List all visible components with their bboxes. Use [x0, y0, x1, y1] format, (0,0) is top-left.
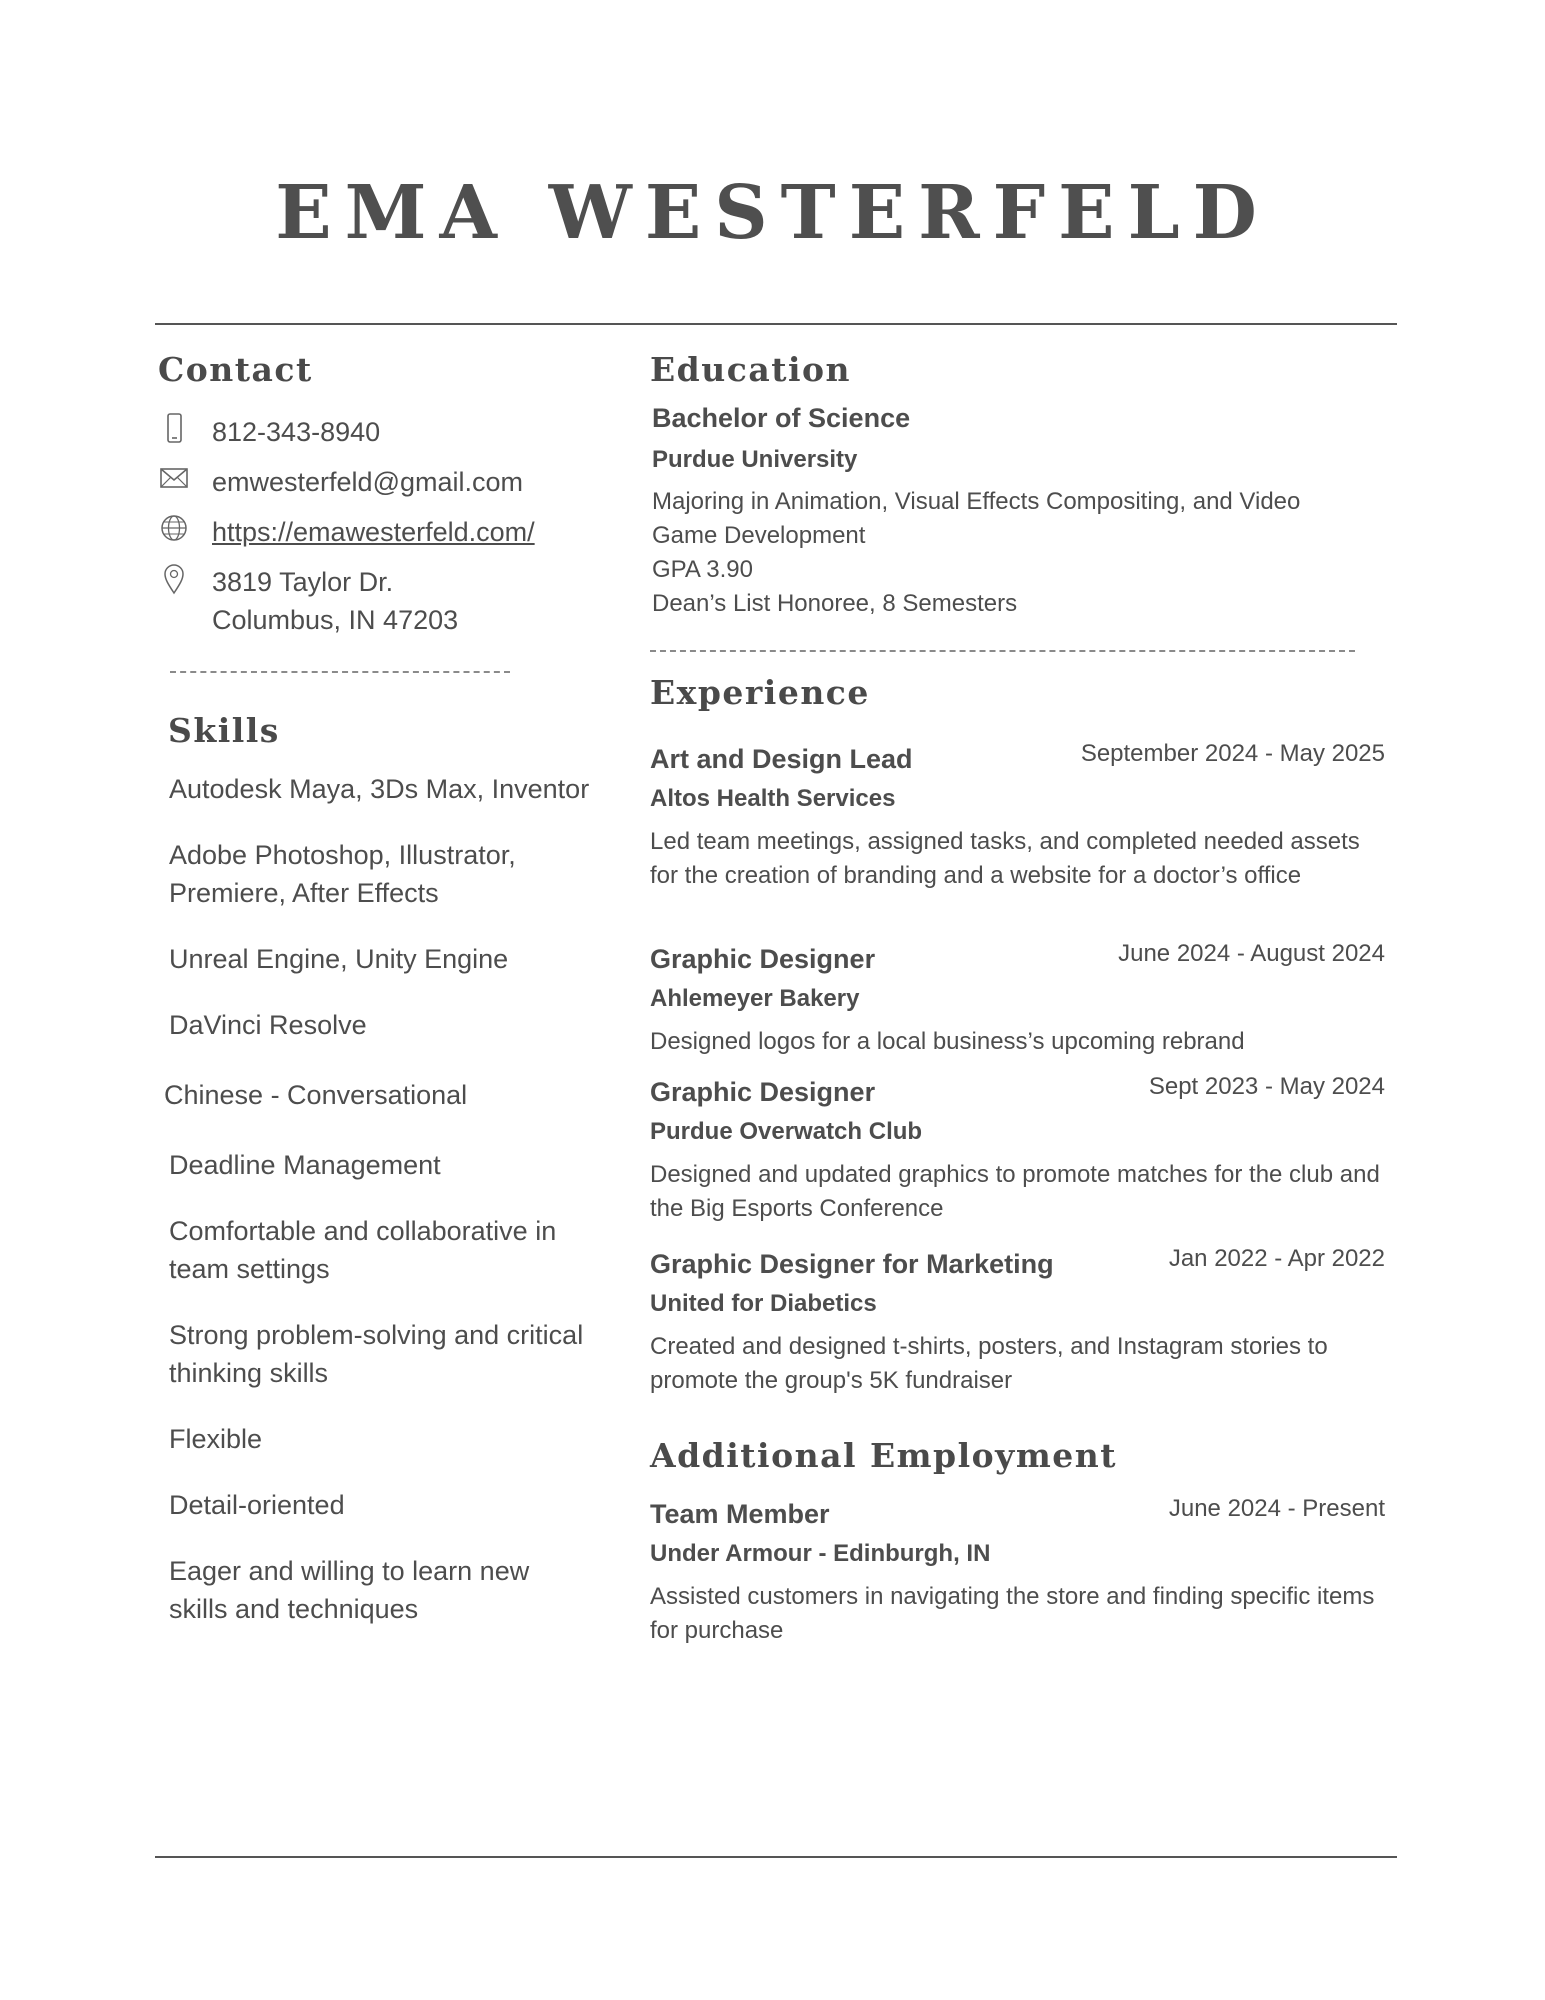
education-major: Majoring in Animation, Visual Effects Compositing, and Video Game Development — [652, 488, 1301, 549]
education-dashed-divider — [650, 650, 1355, 652]
job-title: Team Member — [650, 1499, 830, 1529]
skill-item: DaVinci Resolve — [169, 1010, 367, 1040]
job-description: Led team meetings, assigned tasks, and completed needed assets for the creation of branding and a website for a doctor’s office — [650, 828, 1360, 889]
job-organization: Altos Health Services — [650, 785, 896, 812]
resume-name: EMA WESTERFELD — [275, 170, 1270, 256]
skill-item: Unreal Engine, Unity Engine — [169, 944, 509, 974]
education-honors: Dean’s List Honoree, 8 Semesters — [652, 590, 1018, 617]
envelope-icon — [160, 463, 190, 495]
education-heading: Education — [650, 350, 851, 389]
experience-entry — [650, 1245, 1385, 1398]
contact-heading: Contact — [158, 350, 313, 389]
education-gpa: GPA 3.90 — [652, 556, 753, 583]
job-description: Designed logos for a local business’s upcoming rebrand — [650, 1028, 1245, 1055]
address-line1: 3819 Taylor Dr. — [212, 567, 394, 597]
skill-item: Strong problem-solving and critical thinking skills — [169, 1320, 584, 1388]
bottom-divider — [155, 1856, 1397, 1858]
job-dates: Sept 2023 - May 2024 — [1148, 1073, 1385, 1100]
skill-item: Eager and willing to learn new skills and techniques — [169, 1556, 530, 1624]
globe-icon — [160, 513, 190, 545]
additional-entry — [650, 1495, 1385, 1648]
job-organization: Purdue Overwatch Club — [650, 1118, 923, 1145]
job-description: Designed and updated graphics to promote matches for the club and the Big Esports Conference — [650, 1161, 1380, 1222]
top-divider — [155, 323, 1397, 325]
education-school: Purdue University — [652, 446, 858, 473]
job-organization: Under Armour - Edinburgh, IN — [650, 1540, 991, 1567]
education-degree: Bachelor of Science — [652, 403, 911, 433]
job-dates: Jan 2022 - Apr 2022 — [1168, 1245, 1385, 1272]
experience-entry — [650, 1073, 1385, 1226]
email-address: emwesterfeld@gmail.com — [212, 467, 524, 497]
job-title: Graphic Designer — [650, 944, 876, 974]
skill-item: Detail-oriented — [169, 1490, 345, 1520]
job-dates: June 2024 - Present — [1168, 1495, 1385, 1522]
education-details — [652, 485, 1372, 621]
job-organization: United for Diabetics — [650, 1290, 877, 1317]
job-description: Assisted customers in navigating the store and finding specific items for purchase — [650, 1583, 1375, 1644]
website-link[interactable]: https://emawesterfeld.com/ — [212, 517, 535, 547]
job-dates: June 2024 - August 2024 — [1118, 940, 1385, 967]
additional-employment-heading: Additional Employment — [650, 1436, 1117, 1475]
contact-dashed-divider — [170, 671, 510, 673]
map-pin-icon — [160, 563, 190, 595]
job-dates: September 2024 - May 2025 — [1080, 740, 1385, 767]
skill-item: Autodesk Maya, 3Ds Max, Inventor — [169, 774, 590, 804]
job-title: Art and Design Lead — [650, 744, 913, 774]
experience-entry — [650, 940, 1385, 1059]
skill-item: Flexible — [169, 1424, 263, 1454]
job-title: Graphic Designer — [650, 1077, 876, 1107]
skill-item: Comfortable and collaborative in team settings — [169, 1216, 557, 1284]
skill-item: Deadline Management — [169, 1150, 441, 1180]
phone-number: 812-343-8940 — [212, 417, 381, 447]
experience-entry — [650, 740, 1385, 893]
skill-item: Chinese - Conversational — [164, 1080, 468, 1110]
experience-heading: Experience — [650, 673, 870, 712]
job-title: Graphic Designer for Marketing — [650, 1249, 1054, 1279]
job-description: Created and designed t-shirts, posters, and Instagram stories to promote the group's 5K fundraiser — [650, 1333, 1328, 1394]
address-line2: Columbus, IN 47203 — [212, 605, 459, 635]
job-organization: Ahlemeyer Bakery — [650, 985, 860, 1012]
skills-heading: Skills — [168, 711, 280, 750]
skill-item: Adobe Photoshop, Illustrator, Premiere, After Effects — [169, 840, 516, 908]
phone-icon — [160, 413, 190, 445]
